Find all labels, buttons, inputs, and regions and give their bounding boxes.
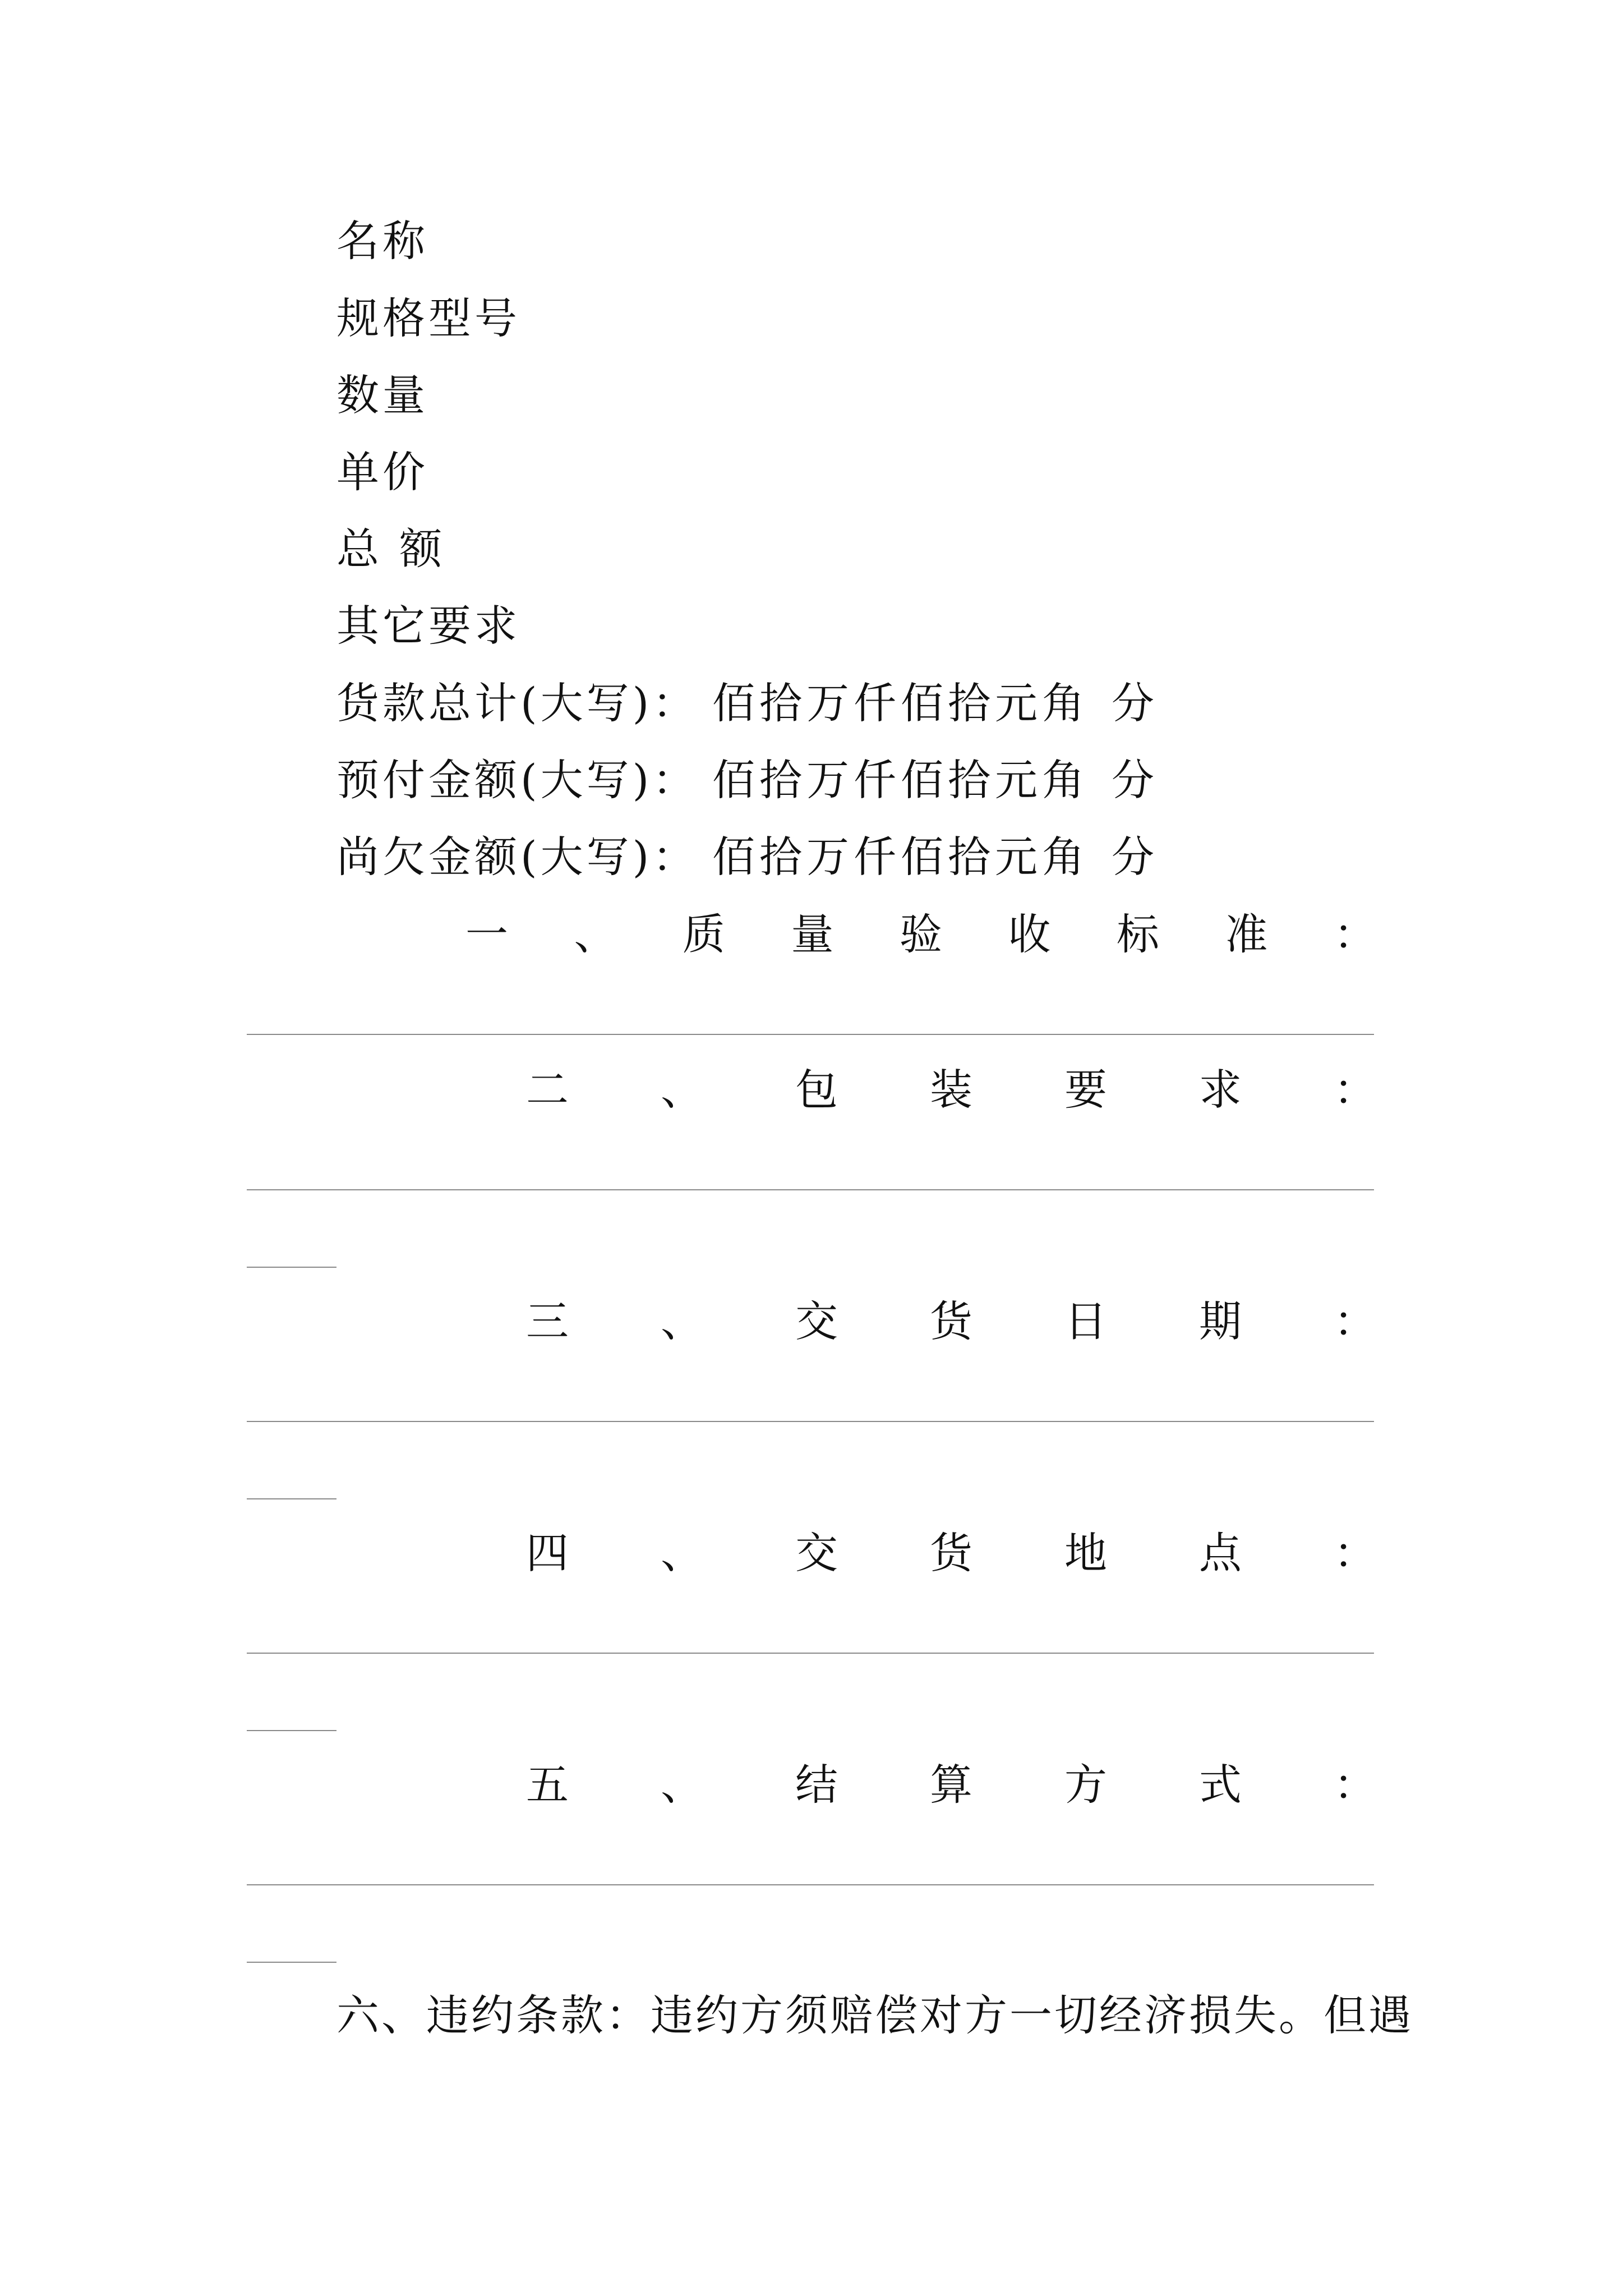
section-char: 、	[574, 909, 617, 959]
amount-label: 货款总计(大写)：	[336, 678, 699, 728]
section-char: 货	[930, 1296, 972, 1346]
field-name: 名称	[336, 216, 428, 266]
section-char: 交	[795, 1528, 838, 1578]
field-spec-model: 规格型号	[336, 293, 520, 343]
fill-line	[247, 1884, 1374, 1885]
fill-line	[247, 1498, 336, 1499]
section-quality-heading	[465, 909, 1376, 959]
section-char: 期	[1199, 1296, 1242, 1346]
amount-owed-line	[336, 832, 1158, 882]
field-total: 总 额	[336, 524, 446, 574]
section-char: 算	[930, 1760, 972, 1810]
field-other-requirements: 其它要求	[336, 601, 520, 651]
section-char: 、	[661, 1065, 703, 1115]
section-char: 、	[661, 1528, 703, 1578]
section-char: 验	[900, 909, 942, 959]
section-char: 、	[661, 1296, 703, 1346]
section-char: 二	[526, 1065, 569, 1115]
fill-line	[247, 1189, 1374, 1190]
section-char: 质	[683, 909, 725, 959]
section-char: ：	[1334, 909, 1376, 959]
fill-line	[247, 1421, 1374, 1422]
breach-clause-text: 六、违约条款：违约方须赔偿对方一切经济损失。但遇	[336, 1990, 1413, 2040]
amount-units: 佰拾万仟佰拾元角	[712, 678, 1089, 728]
section-char: ：	[1334, 1296, 1376, 1346]
section-packaging-heading	[526, 1065, 1376, 1115]
section-char: 方	[1064, 1760, 1107, 1810]
amount-label: 尚欠金额(大写)：	[336, 832, 699, 882]
section-char: 交	[795, 1296, 838, 1346]
amount-prepaid-line	[336, 755, 1158, 805]
section-char: 式	[1199, 1760, 1242, 1810]
section-char: 标	[1117, 909, 1159, 959]
section-settlement-heading	[526, 1760, 1376, 1810]
amount-units: 佰拾万仟佰拾元角	[712, 832, 1089, 882]
amount-fen: 分	[1112, 755, 1158, 805]
section-char: 三	[526, 1296, 569, 1346]
field-unit-price: 单价	[336, 447, 428, 497]
section-char: ：	[1334, 1760, 1376, 1810]
section-char: 、	[661, 1760, 703, 1810]
amount-label: 预付金额(大写)：	[336, 755, 699, 805]
fill-line	[247, 1730, 336, 1731]
amount-total-line	[336, 678, 1158, 728]
section-char: 包	[795, 1065, 838, 1115]
amount-units: 佰拾万仟佰拾元角	[712, 755, 1089, 805]
section-char: 收	[1008, 909, 1051, 959]
section-char: 货	[930, 1528, 972, 1578]
section-char: 求	[1199, 1065, 1242, 1115]
amount-fen: 分	[1112, 832, 1158, 882]
section-char: ：	[1334, 1065, 1376, 1115]
section-char: 要	[1064, 1065, 1107, 1115]
section-char: 量	[791, 909, 834, 959]
fill-line	[247, 1653, 1374, 1654]
section-char: 五	[526, 1760, 569, 1810]
section-char: 四	[526, 1528, 569, 1578]
section-char: ：	[1334, 1528, 1376, 1578]
amount-fen: 分	[1112, 678, 1158, 728]
section-delivery-date-heading	[526, 1296, 1376, 1346]
section-char: 日	[1064, 1296, 1107, 1346]
section-char: 地	[1064, 1528, 1107, 1578]
fill-line	[247, 1034, 1374, 1035]
section-char: 一	[465, 909, 508, 959]
fill-line	[247, 1962, 336, 1963]
field-quantity: 数量	[336, 370, 428, 420]
section-char: 装	[930, 1065, 972, 1115]
section-char: 点	[1199, 1528, 1242, 1578]
fill-line	[247, 1267, 336, 1268]
section-char: 结	[795, 1760, 838, 1810]
section-char: 准	[1225, 909, 1268, 959]
section-delivery-place-heading	[526, 1528, 1376, 1578]
